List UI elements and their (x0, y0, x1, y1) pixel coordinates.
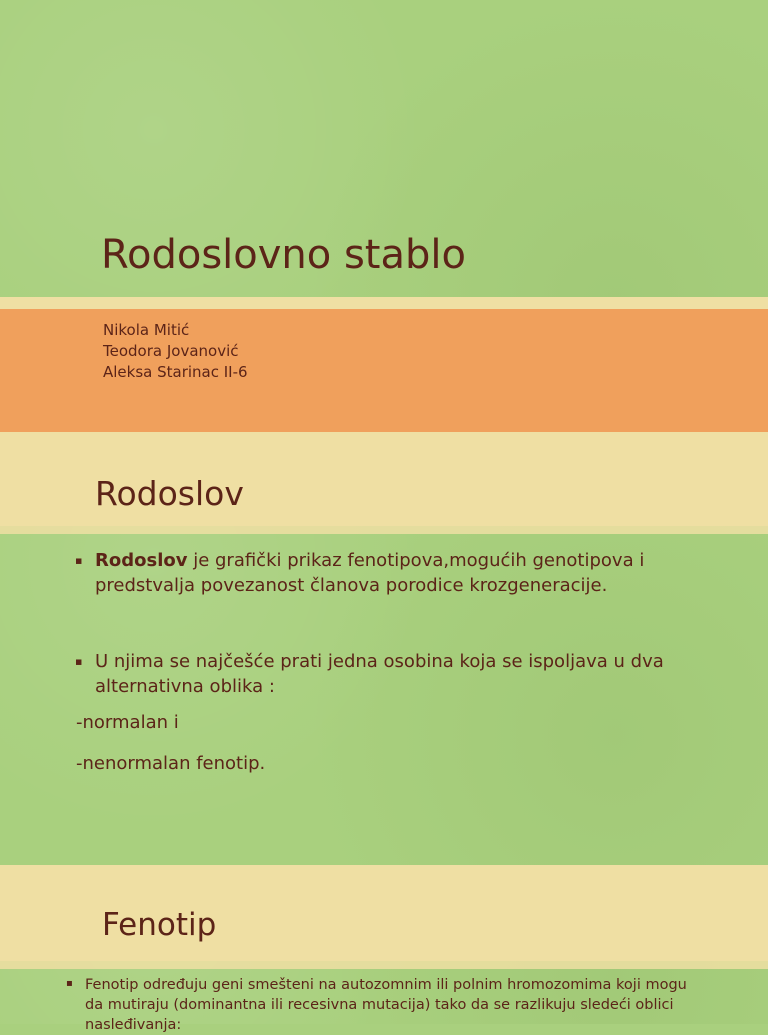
divider-band (0, 526, 768, 534)
bullet-text: je grafički prikaz fenotipova,mogućih genotipova i predstvalja povezanost članova porodice krozgeneracije. (95, 550, 645, 596)
bullet-item (66, 975, 706, 1035)
author-name: Nikola Mitić (103, 321, 190, 339)
title-slide (0, 0, 768, 432)
bullet-item (75, 649, 695, 699)
content-slide (0, 432, 768, 865)
author-list (103, 320, 248, 383)
bullet-text: U njima se najčešće prati jedna osobina koja se ispoljava u dva alternativna oblika : (95, 651, 664, 697)
author-name: Teodora Jovanović (103, 342, 239, 360)
author-name: Aleksa Starinac II-6 (103, 363, 248, 381)
slide-title: Rodoslovno stablo (101, 232, 466, 278)
bullet-icon: ▪ (75, 655, 83, 668)
bullet-item (75, 548, 695, 598)
bullet-text: Fenotip određuju geni smešteni na autozomnim ili polnim hromozomima koji mogu da mutiraju (dominantna ili recesivna mutacija) tako da se razlikuju sledeći oblici nasleđivanja: (85, 977, 687, 1033)
divider-band (0, 297, 768, 309)
bullet-icon: ▪ (66, 978, 73, 989)
bullet-icon: ▪ (75, 554, 83, 567)
slide-title: Rodoslov (95, 474, 244, 513)
list-line: -nenormalan fenotip. (76, 753, 266, 774)
slide-title: Fenotip (102, 907, 217, 943)
content-slide (0, 865, 768, 1033)
list-line: -normalan i (76, 712, 179, 733)
divider-band (0, 961, 768, 969)
bold-term: Rodoslov (95, 550, 188, 571)
